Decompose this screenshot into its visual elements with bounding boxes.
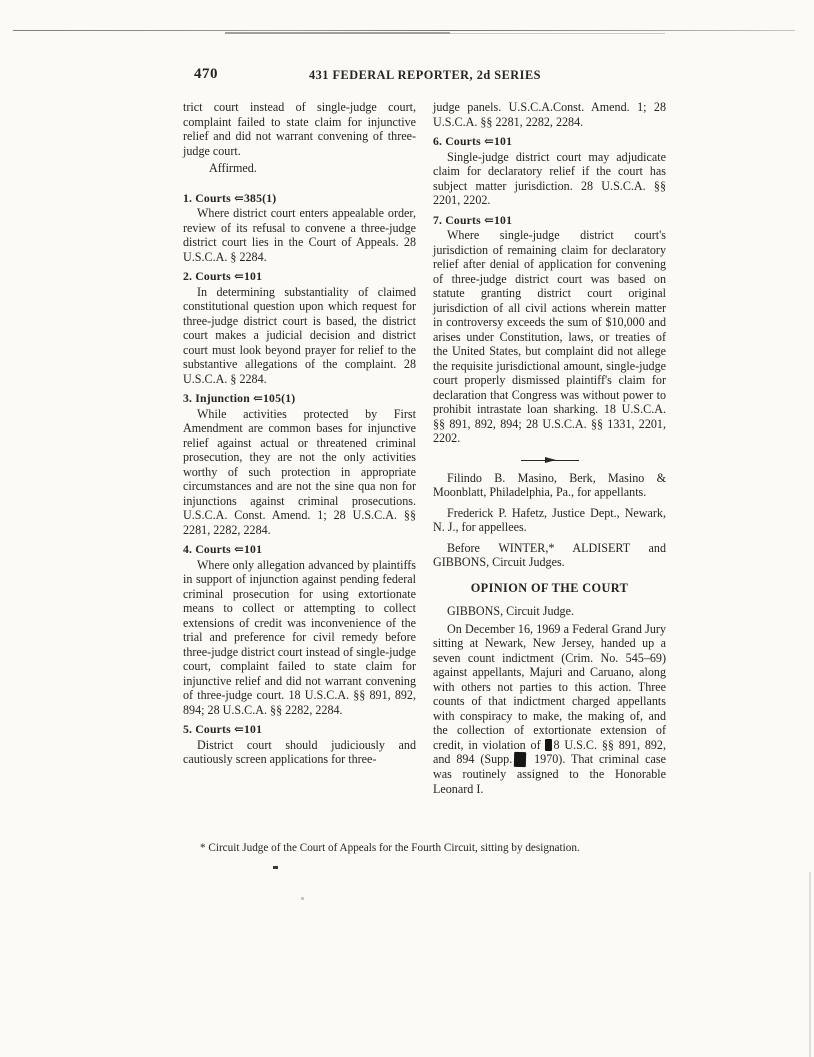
panel-line: Before WINTER,* ALDISERT and GIBBONS, Circuit Judges. bbox=[433, 540, 666, 569]
headnote-7 bbox=[433, 214, 666, 446]
headnote-1 bbox=[183, 192, 416, 265]
ink-blot-icon bbox=[545, 739, 552, 751]
scan-speck bbox=[301, 897, 304, 900]
headnote-5-text: District court should judiciously and cautiously screen applications for three- bbox=[183, 737, 416, 766]
opinion-byline: GIBBONS, Circuit Judge. bbox=[447, 604, 574, 618]
headnote-4-text: Where only allegation advanced by plaintiffs in support of injunction against pending federal criminal prosecution for using extortionate means to collect or attempting to collect extensions of credit was inconvenience of the trial and preference for civil remedy before three-judge district court instead of single-judge court, complaint failed to state claim for injunctive relief and did not warrant convening of three-judge court. 18 U.S.C.A. §§ 891, 892, 894; 28 U.S.C.A. §§ 2282, 2284. bbox=[183, 557, 416, 717]
headnote-7-text: Where single-judge district court's jurisdiction of remaining claim for declaratory relief after denial of application for convening of three-judge district court was based on statute granting district court original jurisdiction of all civil actions wherein matter in controversy exceeds the sum of $10,000 and arises under Constitution, laws, or treaties of the United States, but complaint did not allege the requisite jurisdictional amount, single-judge court properly dismissed plaintiff's claim for declaration that Congress was without power to prohibit intrastate loan sharking. 18 U.S.C.A. §§ 891, 892, 894; 28 U.S.C.A. §§ 1331, 2201, 2202. bbox=[433, 228, 666, 445]
ink-blot-icon bbox=[514, 752, 526, 767]
section-separator bbox=[521, 456, 579, 465]
headnote-3-title: 3. Injunction ⇐105(1) bbox=[183, 392, 296, 405]
opinion-paragraph-1-part-a: On December 16, 1969 a Federal Grand Jury sitting at Newark, New Jersey, handed up a seven count indictment (Crim. No. 545–69) against appellants, Majuri and Caruano, along with others not parties to this action. Three counts of that indictment charged appellants with conspiracy to make, the making of, and the collection of extortionate extension of credit, in violation of bbox=[433, 621, 666, 752]
opinion-paragraph-1 bbox=[433, 622, 666, 797]
counsel-appellees: Frederick P. Hafetz, Justice Dept., Newark, N. J., for appellees. bbox=[433, 505, 666, 534]
disposition-line: Affirmed. bbox=[209, 161, 257, 175]
headnote-3-text: While activities protected by First Amendment are common bases for injunctive relief against actual or threatened criminal prosecution, they are not the only activities worthy of such protection in appropriate circumstances and are not the sine qua non for injunctions against criminal prosecutions. U.S.C.A. Const. Amend. 1; 28 U.S.C.A. §§ 2281, 2282, 2284. bbox=[183, 406, 416, 537]
headnote-1-text: Where district court enters appealable order, review of its refusal to convene a three-judge district court lies in the Court of Appeals. 28 U.S.C.A. § 2284. bbox=[183, 206, 416, 264]
headnote-4 bbox=[183, 543, 416, 717]
headnote-1-title: 1. Courts ⇐385(1) bbox=[183, 191, 277, 205]
opinion-paragraph-1-part-b: 8 U.S.C. §§ 891, 892, and 894 (Supp. bbox=[433, 737, 666, 766]
separator-arrow-icon bbox=[545, 457, 556, 463]
headnote-5-continuation: judge panels. U.S.C.A.Const. Amend. 1; 28 U.S.C.A. §§ 2281, 2282, 2284. bbox=[433, 100, 666, 129]
headnote-5 bbox=[183, 723, 416, 767]
headnote-7-title: 7. Courts ⇐101 bbox=[433, 213, 513, 227]
footnote: * Circuit Judge of the Court of Appeals for the Fourth Circuit, sitting by designation. bbox=[200, 842, 580, 854]
opinion-paragraph-1-part-c: 1970). That criminal case was routinely assigned to the Honorable Leonard I. bbox=[433, 752, 666, 796]
right-column bbox=[433, 100, 666, 796]
page-header bbox=[183, 64, 667, 100]
counsel-appellants: Filindo B. Masino, Berk, Masino & Moonblatt, Philadelphia, Pa., for appellants. bbox=[433, 470, 666, 499]
headnote-5-title: 5. Courts ⇐101 bbox=[183, 723, 263, 736]
scan-line-top-faint-segment bbox=[450, 33, 665, 34]
scan-speck bbox=[273, 866, 278, 869]
headnote-2 bbox=[183, 270, 416, 386]
left-column bbox=[183, 100, 416, 796]
scan-line-top bbox=[13, 30, 795, 31]
headnote-4-title: 4. Courts ⇐101 bbox=[183, 543, 263, 556]
headnote-6-text: Single-judge district court may adjudicate claim for declaratory relief if the court has subject matter jurisdiction. 28 U.S.C.A. §§ 2201, 2202. bbox=[433, 149, 666, 207]
scan-edge-right bbox=[809, 872, 811, 1057]
headnote-6-title: 6. Courts ⇐101 bbox=[433, 135, 513, 148]
carryover-paragraph: trict court instead of single-judge court, complaint failed to state claim for injunctive relief and did not warrant convening of three-judge court. bbox=[183, 100, 416, 158]
running-head: 431 FEDERAL REPORTER, 2d SERIES bbox=[308, 68, 542, 82]
headnote-3 bbox=[183, 392, 416, 537]
headnote-2-title: 2. Courts ⇐101 bbox=[183, 270, 263, 283]
scanned-page bbox=[183, 64, 667, 796]
page-number: 470 bbox=[194, 66, 218, 82]
two-column-body bbox=[183, 100, 667, 796]
scan-line-top-dark-segment bbox=[225, 32, 450, 34]
headnote-6 bbox=[433, 135, 666, 208]
opinion-heading: OPINION OF THE COURT bbox=[470, 580, 629, 595]
headnote-2-text: In determining substantiality of claimed constitutional question upon which request for three-judge district court is based, the district court makes a judicial decision and district court must look beyond prayer for relief to the substantive allegations of the complaint. 28 U.S.C.A. § 2284. bbox=[183, 284, 416, 386]
